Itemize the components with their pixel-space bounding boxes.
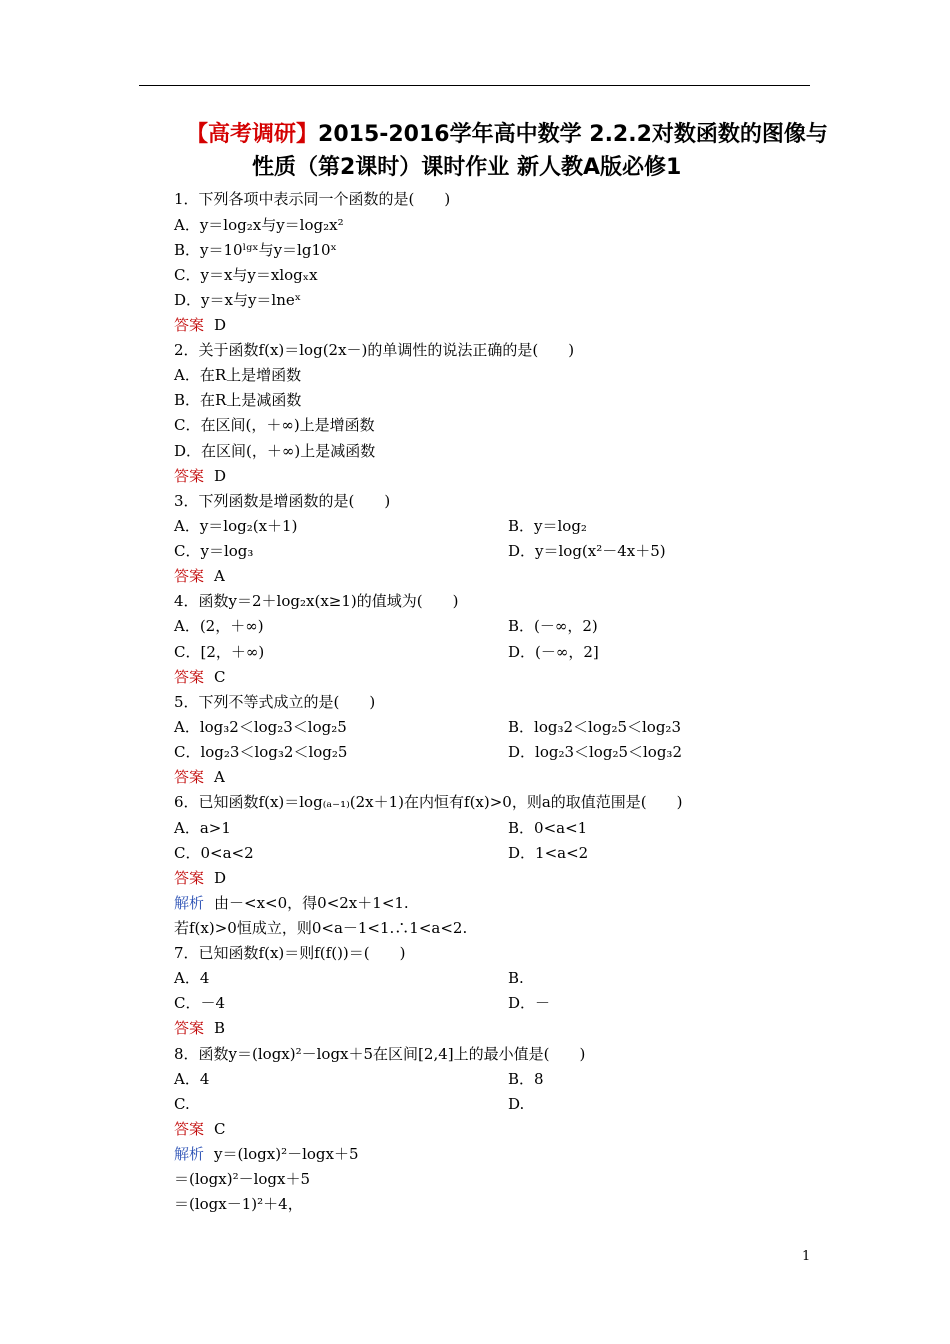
option-right: D．log₂3＜log₂5＜log₃2 bbox=[508, 743, 682, 761]
text-line bbox=[174, 1122, 226, 1137]
line-text: A bbox=[214, 768, 225, 786]
option-right: D．1<a<2 bbox=[508, 844, 589, 862]
answer-label: 答案 bbox=[174, 1019, 205, 1037]
header-rule bbox=[139, 85, 810, 86]
answer-label: 答案 bbox=[174, 768, 205, 786]
option-right: B．log₃2＜log₂5＜log₂3 bbox=[508, 718, 681, 736]
text-line bbox=[174, 645, 264, 660]
line-text: A．y＝log₂(x＋1) bbox=[174, 517, 298, 535]
line-text: B bbox=[214, 1019, 226, 1037]
text-line bbox=[174, 393, 301, 408]
line-text: 6．已知函数f(x)＝log₍ₐ₋₁₎(2x＋1)在内恒有f(x)>0，则a的取值范围是( ) bbox=[174, 793, 683, 811]
text-line bbox=[174, 444, 375, 459]
text-line bbox=[174, 192, 450, 207]
answer-label: 答案 bbox=[174, 1120, 205, 1138]
line-text: 7．已知函数f(x)＝则f(f())＝( ) bbox=[174, 944, 406, 962]
text-line bbox=[174, 318, 226, 333]
option-right: D．y＝log(x²－4x＋5) bbox=[508, 542, 666, 560]
text-line bbox=[174, 795, 683, 810]
line-text: C bbox=[214, 1120, 226, 1138]
text-line bbox=[174, 1072, 209, 1087]
analysis-label: 解析 bbox=[174, 1145, 205, 1163]
text-line bbox=[174, 519, 297, 534]
line-text: A．4 bbox=[174, 969, 210, 987]
option-right: B．(－∞，2) bbox=[508, 617, 598, 635]
text-line bbox=[174, 1172, 310, 1187]
line-text: A．log₃2＜log₂3＜log₂5 bbox=[174, 718, 347, 736]
line-text: C．y＝x与y＝xlogₓx bbox=[174, 266, 318, 284]
line-text: C．[2，＋∞) bbox=[174, 643, 265, 661]
line-text: 8．函数y＝(logx)²－logx＋5在区间[2,4]上的最小值是( ) bbox=[174, 1045, 586, 1063]
option-right: B．8 bbox=[508, 1070, 544, 1088]
text-line bbox=[174, 368, 301, 383]
text-line bbox=[174, 1147, 359, 1162]
line-text: C. bbox=[174, 1095, 190, 1113]
text-line bbox=[174, 846, 254, 861]
text-line bbox=[174, 544, 253, 559]
line-text: ＝(logx－1)²＋4， bbox=[174, 1195, 303, 1213]
answer-label: 答案 bbox=[174, 567, 205, 585]
text-line bbox=[174, 569, 225, 584]
text-line bbox=[174, 720, 347, 735]
line-text: C．log₂3＜log₃2＜log₂5 bbox=[174, 743, 348, 761]
document-title-line-2: 性质（第2课时）课时作业 新人教A版必修1 bbox=[252, 155, 682, 180]
line-text: A．在R上是增函数 bbox=[174, 366, 302, 384]
answer-label: 答案 bbox=[174, 869, 205, 887]
text-line bbox=[174, 619, 264, 634]
answer-label: 答案 bbox=[174, 467, 205, 485]
text-line bbox=[174, 218, 344, 233]
title-tag: 【高考调研】 bbox=[186, 122, 319, 147]
text-line bbox=[174, 996, 225, 1011]
line-text: 由－<x<0，得0<2x＋1<1. bbox=[214, 894, 409, 912]
line-text: A．a>1 bbox=[174, 819, 231, 837]
line-text: 3．下列函数是增函数的是( ) bbox=[174, 492, 391, 510]
title-text: 2015-2016学年高中数学 2.2.2对数函数的图像与 bbox=[318, 122, 828, 147]
line-text: ＝(logx)²－logx＋5 bbox=[174, 1170, 311, 1188]
text-line bbox=[174, 494, 390, 509]
text-line bbox=[174, 268, 318, 283]
line-text: D bbox=[214, 869, 227, 887]
line-text: D．在区间(，＋∞)上是减函数 bbox=[174, 442, 376, 460]
line-text: C．0<a<2 bbox=[174, 844, 254, 862]
option-right: D. bbox=[508, 1095, 525, 1113]
line-text: A bbox=[214, 567, 225, 585]
text-line bbox=[174, 1021, 225, 1036]
line-text: C．y＝log₃ bbox=[174, 542, 254, 560]
option-right: D．(－∞，2] bbox=[508, 643, 599, 661]
text-line bbox=[174, 946, 405, 961]
text-line bbox=[174, 1097, 190, 1112]
line-text: D bbox=[214, 467, 227, 485]
option-right: D．－ bbox=[508, 994, 551, 1012]
text-line bbox=[174, 243, 337, 258]
line-text: C．－4 bbox=[174, 994, 226, 1012]
line-text: A．(2，＋∞) bbox=[174, 617, 264, 635]
text-line bbox=[174, 921, 467, 936]
text-line bbox=[174, 695, 375, 710]
text-line bbox=[174, 594, 458, 609]
option-right: B．y＝log₂ bbox=[508, 517, 587, 535]
line-text: 5．下列不等式成立的是( ) bbox=[174, 693, 376, 711]
line-text: 1．下列各项中表示同一个函数的是( ) bbox=[174, 190, 451, 208]
answer-label: 答案 bbox=[174, 668, 205, 686]
text-line bbox=[174, 821, 231, 836]
line-text: D bbox=[214, 316, 227, 334]
text-line bbox=[174, 418, 375, 433]
text-line bbox=[174, 293, 301, 308]
line-text: C．在区间(，＋∞)上是增函数 bbox=[174, 416, 375, 434]
analysis-label: 解析 bbox=[174, 894, 205, 912]
line-text: 2．关于函数f(x)＝log(2x－)的单调性的说法正确的是( ) bbox=[174, 341, 575, 359]
line-text: y＝(logx)²－logx＋5 bbox=[214, 1145, 359, 1163]
text-line bbox=[174, 343, 574, 358]
line-text: 若f(x)>0恒成立，则0<a－1<1.∴1<a<2. bbox=[174, 919, 468, 937]
text-line bbox=[174, 770, 225, 785]
option-right: B．0<a<1 bbox=[508, 819, 588, 837]
text-line bbox=[174, 670, 226, 685]
document-title-line-1 bbox=[186, 124, 828, 146]
text-line bbox=[174, 871, 226, 886]
line-text: C bbox=[214, 668, 226, 686]
option-right: B. bbox=[508, 969, 524, 987]
page-number: 1 bbox=[802, 1249, 811, 1264]
line-text: A．y＝log₂x与y＝log₂x² bbox=[174, 216, 344, 234]
text-line bbox=[174, 469, 226, 484]
text-line bbox=[174, 896, 409, 911]
line-text: D．y＝x与y＝lneˣ bbox=[174, 291, 302, 309]
line-text: B．y＝10ˡᵍˣ与y＝lg10ˣ bbox=[174, 241, 337, 259]
answer-label: 答案 bbox=[174, 316, 205, 334]
line-text: A．4 bbox=[174, 1070, 210, 1088]
text-line bbox=[174, 1047, 585, 1062]
text-line bbox=[174, 745, 347, 760]
line-text: 4．函数y＝2＋log₂x(x≥1)的值域为( ) bbox=[174, 592, 459, 610]
text-line bbox=[174, 1197, 303, 1212]
line-text: B．在R上是减函数 bbox=[174, 391, 302, 409]
text-line bbox=[174, 971, 209, 986]
